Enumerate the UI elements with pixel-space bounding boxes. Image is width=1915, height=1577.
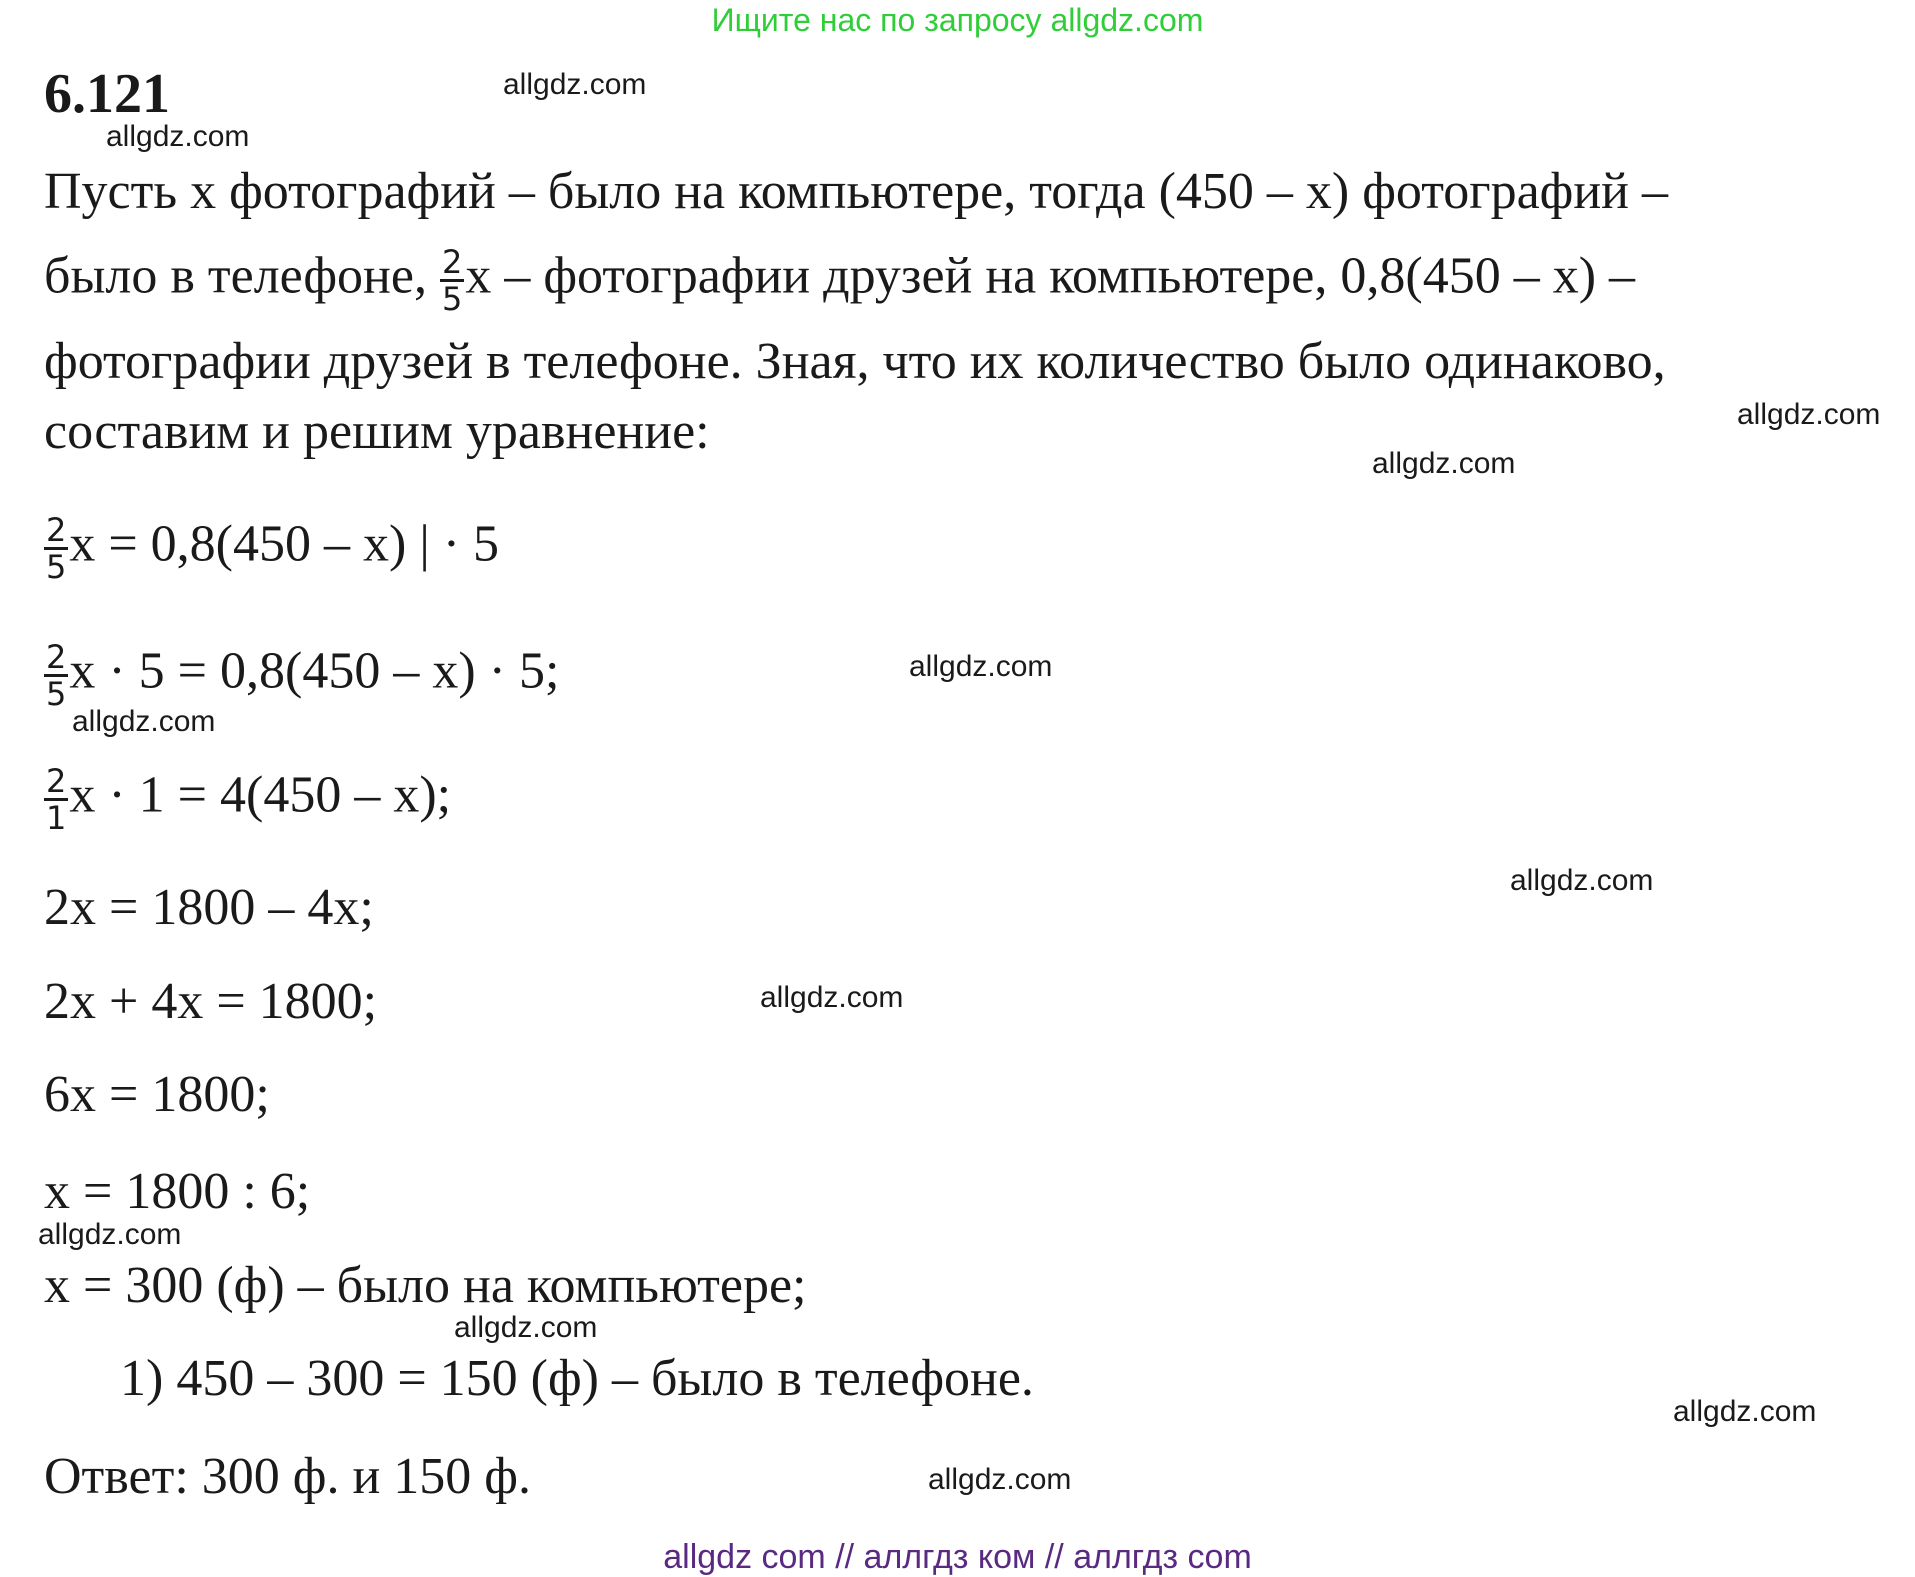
fraction <box>44 764 68 835</box>
fraction-denominator: 1 <box>46 799 67 837</box>
equation-step <box>44 764 451 835</box>
fraction-denominator: 5 <box>46 548 67 586</box>
watermark: allgdz.com <box>760 981 904 1014</box>
watermark: allgdz.com <box>1510 864 1654 897</box>
watermark: allgdz.com <box>1673 1395 1817 1428</box>
paragraph-text: x – фотографии друзей на компьютере, 0,8(450 – x) – <box>465 247 1636 305</box>
equation-step: x = 1800 : 6; <box>44 1163 311 1220</box>
paragraph-line: Пусть x фотографий – было на компьютере, тогда (450 – x) фотографий – <box>44 163 1669 220</box>
fraction <box>440 245 464 316</box>
paragraph-line <box>44 245 1635 316</box>
equation-text: x · 5 = 0,8(450 – x) · 5; <box>69 642 560 700</box>
watermark: allgdz.com <box>72 705 216 738</box>
fraction-numerator: 2 <box>46 511 67 549</box>
paragraph-text: было в телефоне, <box>44 247 440 305</box>
equation-step: 2x + 4x = 1800; <box>44 973 378 1030</box>
watermark: allgdz.com <box>909 650 1053 683</box>
answer: Ответ: 300 ф. и 150 ф. <box>44 1448 531 1505</box>
watermark: allgdz.com <box>38 1218 182 1251</box>
equation-text: x = 0,8(450 – x) | · 5 <box>69 515 500 573</box>
equation-step: 6x = 1800; <box>44 1066 270 1123</box>
fraction <box>44 640 68 711</box>
solution-step: 1) 450 – 300 = 150 (ф) – было в телефоне. <box>120 1350 1034 1407</box>
fraction-numerator: 2 <box>46 638 67 676</box>
equation-step: x = 300 (ф) – было на компьютере; <box>44 1257 807 1314</box>
fraction-denominator: 5 <box>46 675 67 713</box>
watermark: allgdz.com <box>1372 447 1516 480</box>
equation-step: 2x = 1800 – 4x; <box>44 879 374 936</box>
paragraph-line: составим и решим уравнение: <box>44 403 710 460</box>
watermark: allgdz.com <box>503 68 647 101</box>
paragraph-line: фотографии друзей в телефоне. Зная, что их количество было одинаково, <box>44 333 1666 390</box>
problem-number: 6.121 <box>44 63 170 125</box>
watermark: allgdz.com <box>454 1311 598 1344</box>
watermark: allgdz.com <box>106 120 250 153</box>
watermark: allgdz.com <box>1737 398 1881 431</box>
watermark: allgdz.com <box>928 1463 1072 1496</box>
search-banner[interactable]: Ищите нас по запросу allgdz.com <box>711 2 1204 38</box>
equation-step <box>44 640 559 711</box>
equation-step <box>44 513 499 584</box>
footer-links[interactable]: allgdz com // аллгдз ком // аллгдз com <box>663 1538 1252 1576</box>
fraction-numerator: 2 <box>441 243 463 281</box>
fraction <box>44 513 68 584</box>
fraction-denominator: 5 <box>441 280 463 318</box>
equation-text: x · 1 = 4(450 – x); <box>69 766 452 824</box>
fraction-numerator: 2 <box>46 762 67 800</box>
